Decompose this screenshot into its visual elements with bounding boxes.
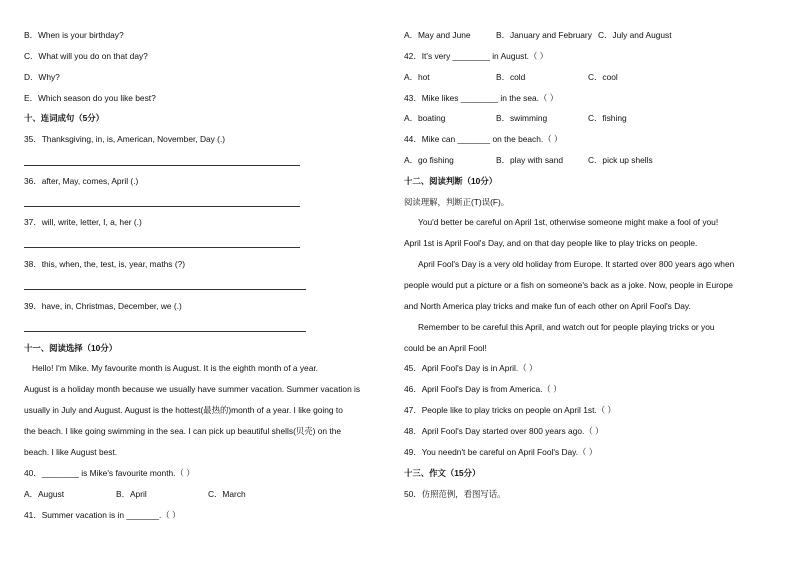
- passage-line-4: people would put a picture or a fish on someone's back as a joke. Now, people in Europe: [404, 280, 733, 290]
- question-42: 42．It's very ________ in August.（ ）: [404, 51, 549, 61]
- section-12-title: 十二、阅读判断（10分）: [404, 176, 498, 186]
- option-43-b[interactable]: B．swimming: [496, 113, 548, 123]
- option-40-c[interactable]: C．March: [208, 489, 246, 499]
- passage-line-3: April Fool's Day is a very old holiday from Europe. It started over 800 years ago when: [418, 259, 735, 269]
- option-41-a[interactable]: A．May and June: [404, 30, 471, 40]
- passage-line-5: and North America play tricks and make fun of each other on April Fool's Day.: [404, 301, 691, 311]
- question-41-options: [404, 30, 672, 41]
- option-42-b[interactable]: B．cold: [496, 72, 526, 82]
- option-41-b[interactable]: B．January and February: [496, 30, 592, 40]
- question-44-options: [404, 155, 653, 166]
- option-43-c[interactable]: C．fishing: [588, 113, 627, 123]
- passage-line-6: Remember to be careful this April, and watch out for people playing tricks or you: [418, 322, 715, 332]
- option-44-a[interactable]: A．go fishing: [404, 155, 454, 165]
- answer-line-35[interactable]: [24, 165, 300, 166]
- question-46: 46．April Fool's Day is from America.（ ）: [404, 384, 562, 394]
- question-48: 48．April Fool's Day started over 800 years ago.（ ）: [404, 426, 604, 436]
- passage-line-2: April 1st is April Fool's Day, and on that day people like to play tricks on people.: [404, 238, 698, 248]
- question-40-options: [24, 489, 246, 500]
- question-36: 36．after, May, comes, April (.): [24, 176, 139, 186]
- question-38: 38．this, when, the, test, is, year, maths (?): [24, 259, 186, 269]
- option-41-c[interactable]: C．July and August: [598, 30, 672, 40]
- question-43: 43．Mike likes ________ in the sea.（ ）: [404, 93, 559, 103]
- instruction: 阅读理解，判断正(T)误(F)。: [404, 197, 510, 207]
- question-39: 39．have, in, Christmas, December, we (.): [24, 301, 182, 311]
- answer-line-36[interactable]: [24, 206, 300, 207]
- passage-line-2: August is a holiday month because we usually have summer vacation. Summer vacation is: [24, 384, 361, 394]
- passage-line-3: usually in July and August. August is the hottest(最热的)month of a year. I like going to: [24, 405, 343, 415]
- passage-line-1: Hello! I'm Mike. My favourite month is August. It is the eighth month of a year.: [32, 363, 319, 373]
- option-e: E．Which season do you like best?: [24, 93, 156, 103]
- question-50: 50．仿照范例，看图写话。: [404, 489, 506, 499]
- question-44: 44．Mike can _______ on the beach.（ ）: [404, 134, 563, 144]
- question-35: 35．Thanksgiving, in, is, American, November, Day (.): [24, 134, 226, 144]
- option-b: B．When is your birthday?: [24, 30, 124, 40]
- option-42-c[interactable]: C．cool: [588, 72, 618, 82]
- answer-line-38[interactable]: [24, 289, 306, 290]
- option-40-a[interactable]: A．August: [24, 489, 65, 499]
- option-42-a[interactable]: A．hot: [404, 72, 430, 82]
- question-43-options: [404, 113, 627, 124]
- passage-line-7: could be an April Fool!: [404, 343, 487, 353]
- question-42-options: [404, 72, 618, 83]
- passage-line-1: You'd better be careful on April 1st, otherwise someone might make a fool of you!: [418, 217, 719, 227]
- option-c: C．What will you do on that day?: [24, 51, 148, 61]
- section-11-title: 十一、阅读选择（10分）: [24, 343, 118, 353]
- answer-line-39[interactable]: [24, 331, 306, 332]
- passage-line-5: beach. I like August best.: [24, 447, 118, 457]
- question-41: 41．Summer vacation is in _______.（ ）: [24, 510, 181, 520]
- option-d: D．Why?: [24, 72, 60, 82]
- option-44-c[interactable]: C．pick up shells: [588, 155, 653, 165]
- question-45: 45．April Fool's Day is in April.（ ）: [404, 363, 538, 373]
- question-49: 49．You needn't be careful on April Fool's Day.（ ）: [404, 447, 598, 457]
- section-13-title: 十三、作文（15分）: [404, 468, 481, 478]
- answer-line-37[interactable]: [24, 247, 300, 248]
- section-10-title: 十、连词成句（5分）: [24, 113, 105, 123]
- question-40: 40．________ is Mike's favourite month.（ ）: [24, 468, 195, 478]
- passage-line-4: the beach. I like going swimming in the sea. I can pick up beautiful shells(贝壳) on the: [24, 426, 342, 436]
- option-40-b[interactable]: B．April: [116, 489, 147, 499]
- option-43-a[interactable]: A．boating: [404, 113, 446, 123]
- question-37: 37．will, write, letter, I, a, her (.): [24, 217, 142, 227]
- option-44-b[interactable]: B．play with sand: [496, 155, 564, 165]
- question-47: 47．People like to play tricks on people on April 1st.（ ）: [404, 405, 616, 415]
